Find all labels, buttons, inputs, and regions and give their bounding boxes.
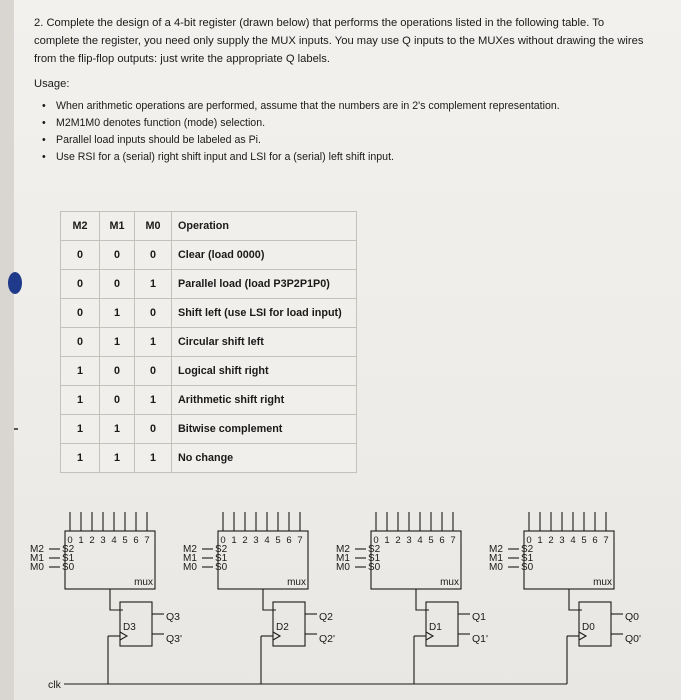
mux-input-number: 6 (133, 535, 139, 546)
qn-output-label: Q0' (625, 633, 642, 645)
q-output-label: Q2 (319, 611, 334, 623)
flip-flop-label: D0 (582, 622, 595, 633)
mux-input-number: 1 (78, 535, 84, 546)
select-pin-label: S0 (62, 562, 75, 573)
table-row: 1 0 0 Logical shift right (61, 357, 357, 386)
flip-flop-label: D3 (123, 622, 136, 633)
select-pin-label: S1 (368, 553, 381, 564)
mux-input-number: 5 (275, 535, 281, 546)
mux-input-number: 3 (406, 535, 412, 546)
select-line-label: M1 (489, 553, 503, 564)
mux-output-wire (569, 589, 582, 610)
mux-input-number: 4 (111, 535, 117, 546)
usage-heading: Usage: (34, 78, 70, 90)
select-pin-label: S1 (521, 553, 534, 564)
select-pin-label: S0 (368, 562, 381, 573)
select-line-label: M2 (30, 544, 44, 555)
usage-bullet: • M2M1M0 denotes function (mode) selection. (42, 117, 266, 129)
mux-input-number: 7 (450, 535, 456, 546)
q-output-label: Q1 (472, 611, 487, 623)
clock-triangle (579, 632, 586, 640)
select-pin-label: S0 (215, 562, 228, 573)
select-line-label: M0 (30, 562, 44, 573)
mux-input-number: 5 (581, 535, 587, 546)
select-line-label: M1 (336, 553, 350, 564)
header-m1: M1 (100, 212, 135, 241)
header-m0: M0 (135, 212, 172, 241)
mux-input-number: 1 (537, 535, 543, 546)
mux-input-number: 2 (548, 535, 554, 546)
select-pin-label: S1 (215, 553, 228, 564)
mux-input-number: 5 (122, 535, 128, 546)
select-pin-label: S2 (215, 544, 228, 555)
mux-input-number: 1 (384, 535, 390, 546)
register-circuit-diagram (14, 0, 681, 700)
header-m2: M2 (61, 212, 100, 241)
select-pin-label: S2 (521, 544, 534, 555)
mux-input-number: 0 (220, 535, 226, 546)
clock-label: clk (48, 679, 61, 691)
select-line-label: M2 (183, 544, 197, 555)
flip-flop-label: D1 (429, 622, 442, 633)
qn-output-label: Q3' (166, 633, 183, 645)
table-row: 0 1 1 Circular shift left (61, 328, 357, 357)
mux-input-number: 5 (428, 535, 434, 546)
mux-input-number: 4 (570, 535, 576, 546)
clock-triangle (426, 632, 433, 640)
table-row: 0 0 1 Parallel load (load P3P2P1P0) (61, 270, 357, 299)
mux-input-number: 0 (373, 535, 379, 546)
mux-output-wire (263, 589, 276, 610)
mux-input-number: 7 (603, 535, 609, 546)
question-text: Complete the design of a 4-bit register (drawn below) that performs the operations listed in the following table. To complete the register, you need only supply the MUX inputs. You may use Q inputs to the MUXes without drawing the wires from the flip-flop outputs: just write the appropriate Q labels. (34, 17, 644, 65)
mux-label: mux (440, 577, 459, 588)
usage-bullet: • When arithmetic operations are performed, assume that the numbers are in 2's complement representation. (42, 100, 560, 112)
select-pin-label: S1 (62, 553, 75, 564)
select-line-label: M0 (336, 562, 350, 573)
select-pin-label: S2 (368, 544, 381, 555)
header-operation: Operation (172, 212, 357, 241)
mux-label: mux (134, 577, 153, 588)
q-output-label: Q0 (625, 611, 640, 623)
mux-input-number: 4 (264, 535, 270, 546)
mux-input-number: 3 (253, 535, 259, 546)
clock-triangle (120, 632, 127, 640)
mux-input-number: 7 (297, 535, 303, 546)
mux-input-number: 6 (439, 535, 445, 546)
qn-output-label: Q1' (472, 633, 489, 645)
mux-label: mux (593, 577, 612, 588)
mux-input-number: 2 (89, 535, 95, 546)
mux-label: mux (287, 577, 306, 588)
table-row: 0 0 0 Clear (load 0000) (61, 241, 357, 270)
select-line-label: M1 (30, 553, 44, 564)
select-line-label: M2 (336, 544, 350, 555)
mux-input-number: 3 (559, 535, 565, 546)
clock-triangle (273, 632, 280, 640)
table-row: 1 1 0 Bitwise complement (61, 415, 357, 444)
select-pin-label: S0 (521, 562, 534, 573)
usage-bullet: • Use RSI for a (serial) right shift input and LSI for a (serial) left shift input. (42, 151, 394, 163)
mux-input-number: 2 (242, 535, 248, 546)
mux-input-number: 3 (100, 535, 106, 546)
mux-input-number: 6 (592, 535, 598, 546)
worksheet-page (14, 0, 681, 700)
mux-input-number: 0 (526, 535, 532, 546)
table-row: 1 0 1 Arithmetic shift right (61, 386, 357, 415)
mux-input-number: 2 (395, 535, 401, 546)
mux-input-number: 1 (231, 535, 237, 546)
mux-input-number: 4 (417, 535, 423, 546)
qn-output-label: Q2' (319, 633, 336, 645)
mux-output-wire (110, 589, 123, 610)
q-output-label: Q3 (166, 611, 181, 623)
flip-flop-label: D2 (276, 622, 289, 633)
question-number: 2. (34, 17, 44, 29)
select-line-label: M0 (183, 562, 197, 573)
mux-input-number: 6 (286, 535, 292, 546)
select-pin-label: S2 (62, 544, 75, 555)
table-row: 1 1 1 No change (61, 444, 357, 473)
select-line-label: M1 (183, 553, 197, 564)
select-line-label: M0 (489, 562, 503, 573)
mux-output-wire (416, 589, 429, 610)
table-row: 0 1 0 Shift left (use LSI for load input) (61, 299, 357, 328)
mux-input-number: 7 (144, 535, 150, 546)
select-line-label: M2 (489, 544, 503, 555)
mux-input-number: 0 (67, 535, 73, 546)
usage-bullet: • Parallel load inputs should be labeled as Pi. (42, 134, 261, 146)
